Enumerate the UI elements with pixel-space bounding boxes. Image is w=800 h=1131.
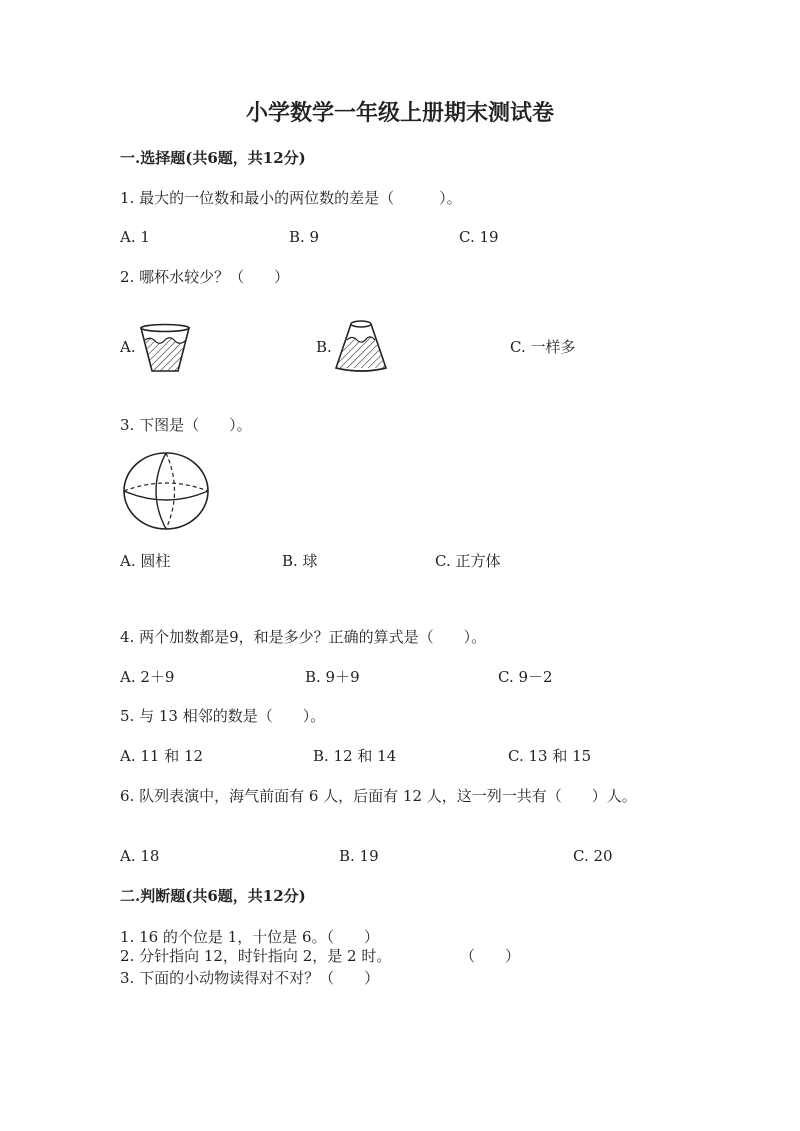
q1-option-a: A. 1 bbox=[120, 228, 150, 246]
section1-heading: 一.选择题(共6题，共12分) bbox=[120, 149, 306, 167]
q4-stem: 4. 两个加数都是9，和是多少？正确的算式是（ ）。 bbox=[120, 628, 487, 646]
q3-option-a: A. 圆柱 bbox=[120, 552, 171, 570]
q2-stem: 2. 哪杯水较少？（ ） bbox=[120, 268, 290, 286]
q5-stem: 5. 与 13 相邻的数是（ ）。 bbox=[120, 707, 326, 725]
q6-option-c: C. 20 bbox=[573, 847, 613, 865]
q2-option-b: B. bbox=[316, 338, 332, 356]
judge-q2: 2. 分针指向 12，时针指向 2，是 2 时。 bbox=[120, 947, 392, 965]
page-title: 小学数学一年级上册期末测试卷 bbox=[245, 100, 554, 126]
q4-option-a: A. 2＋9 bbox=[120, 668, 175, 686]
q5-option-c: C. 13 和 15 bbox=[508, 747, 592, 765]
q1-option-b: B. 9 bbox=[289, 228, 320, 246]
q4-option-b: B. 9＋9 bbox=[305, 668, 360, 686]
q6-option-b: B. 19 bbox=[339, 847, 379, 865]
cup-narrow-top-figure bbox=[333, 318, 389, 374]
q5-option-a: A. 11 和 12 bbox=[120, 747, 204, 765]
q5-option-b: B. 12 和 14 bbox=[313, 747, 397, 765]
sphere-figure bbox=[121, 451, 211, 531]
q3-option-b: B. 球 bbox=[282, 552, 318, 570]
q2-option-c: C. 一样多 bbox=[510, 338, 576, 356]
q3-option-c: C. 正方体 bbox=[435, 552, 501, 570]
q3-stem: 3. 下图是（ ）。 bbox=[120, 416, 252, 434]
cup-wide-top-figure bbox=[138, 322, 192, 374]
judge-q3: 3. 下面的小动物读得对不对？（ ） bbox=[120, 969, 380, 987]
q2-option-a: A. bbox=[120, 338, 136, 356]
q6-stem: 6. 队列表演中，海气前面有 6 人，后面有 12 人，这一列一共有（ ）人。 bbox=[120, 787, 637, 805]
q1-stem: 1. 最大的一位数和最小的两位数的差是（ ）。 bbox=[120, 189, 462, 207]
q6-option-a: A. 18 bbox=[120, 847, 160, 865]
judge-q2-paren: （ ） bbox=[460, 947, 521, 965]
judge-q1: 1. 16 的个位是 1，十位是 6。（ ） bbox=[120, 928, 380, 946]
q4-option-c: C. 9－2 bbox=[498, 668, 553, 686]
q1-option-c: C. 19 bbox=[459, 228, 499, 246]
section2-heading: 二.判断题(共6题，共12分) bbox=[120, 887, 306, 905]
